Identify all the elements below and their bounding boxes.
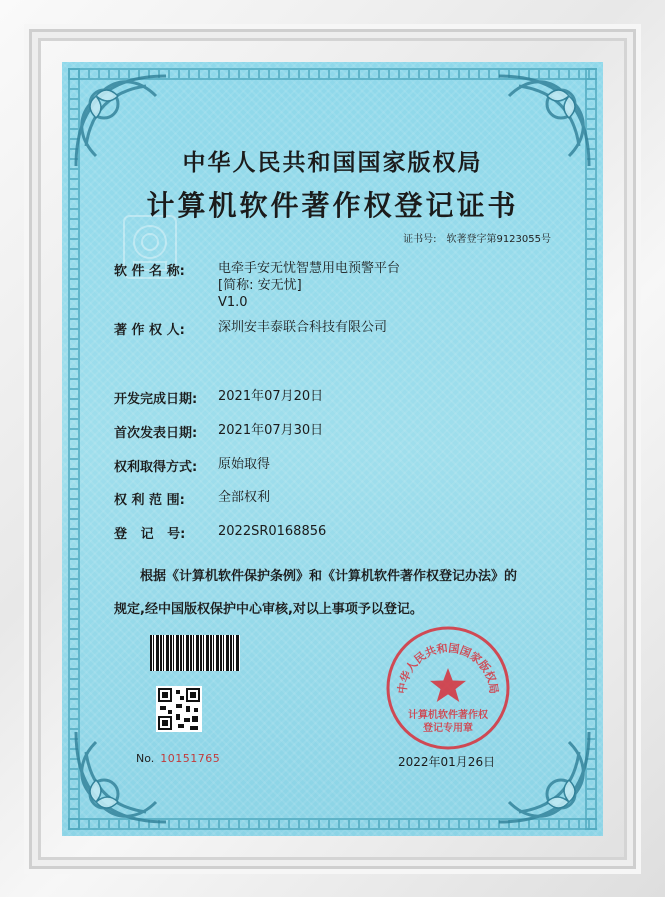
rights-scope: 全部权利 bbox=[218, 490, 271, 505]
field-label: 登 记 号: bbox=[114, 527, 186, 542]
field-software-name bbox=[114, 260, 400, 311]
certificate-number-label: 证书号: bbox=[403, 234, 437, 245]
statement-line-2: 规定,经中国版权保护中心审核,对以上事项予以登记。 bbox=[114, 602, 423, 617]
software-name: 电牵手安无忧智慧用电预警平台 bbox=[218, 261, 401, 276]
field-label: 软 件 名 称: bbox=[114, 264, 185, 279]
field-publication-date bbox=[114, 422, 323, 441]
registration-number: 2022SR0168856 bbox=[218, 524, 327, 539]
certificate-title: 计算机软件著作权登记证书 bbox=[146, 189, 519, 222]
official-seal-icon bbox=[384, 624, 512, 752]
field-label: 权 利 范 围: bbox=[114, 493, 185, 508]
seal-outer-text: 中华人民共和国国家版权局 bbox=[395, 641, 501, 695]
field-rights-scope bbox=[114, 489, 270, 508]
qr-code-icon bbox=[156, 686, 202, 732]
publication-date: 2021年07月30日 bbox=[218, 423, 324, 438]
copyright-owner: 深圳安丰泰联合科技有限公司 bbox=[218, 320, 388, 335]
software-short-name: [简称: 安无忧] bbox=[218, 278, 302, 293]
serial-value: 10151765 bbox=[160, 752, 221, 765]
field-label: 权利取得方式: bbox=[114, 460, 198, 475]
barcode bbox=[150, 635, 240, 671]
field-acquisition-method bbox=[114, 456, 270, 475]
acquisition-method: 原始取得 bbox=[218, 457, 271, 472]
field-label: 首次发表日期: bbox=[114, 426, 198, 441]
serial-number bbox=[136, 752, 220, 765]
field-label: 开发完成日期: bbox=[114, 392, 198, 407]
field-registration-number bbox=[114, 523, 326, 542]
completion-date: 2021年07月20日 bbox=[218, 389, 324, 404]
software-version: V1.0 bbox=[218, 295, 248, 310]
issue-date: 2022年01月26日 bbox=[398, 755, 496, 769]
certificate-number bbox=[403, 230, 551, 245]
certificate-number-value: 软著登字第9123055号 bbox=[446, 234, 551, 245]
seal-inner-text-1: 计算机软件著作权 bbox=[408, 710, 488, 721]
statement-line-1: 根据《计算机软件保护条例》和《计算机软件著作权登记办法》的 bbox=[140, 569, 518, 584]
certificate-paper bbox=[62, 62, 603, 836]
field-completion-date bbox=[114, 388, 323, 407]
field-label: 著 作 权 人: bbox=[114, 323, 185, 338]
issuer-title: 中华人民共和国国家版权局 bbox=[182, 149, 483, 176]
seal-inner-text-2: 登记专用章 bbox=[423, 723, 473, 734]
serial-label: No. bbox=[136, 752, 155, 765]
field-copyright-owner bbox=[114, 319, 387, 338]
